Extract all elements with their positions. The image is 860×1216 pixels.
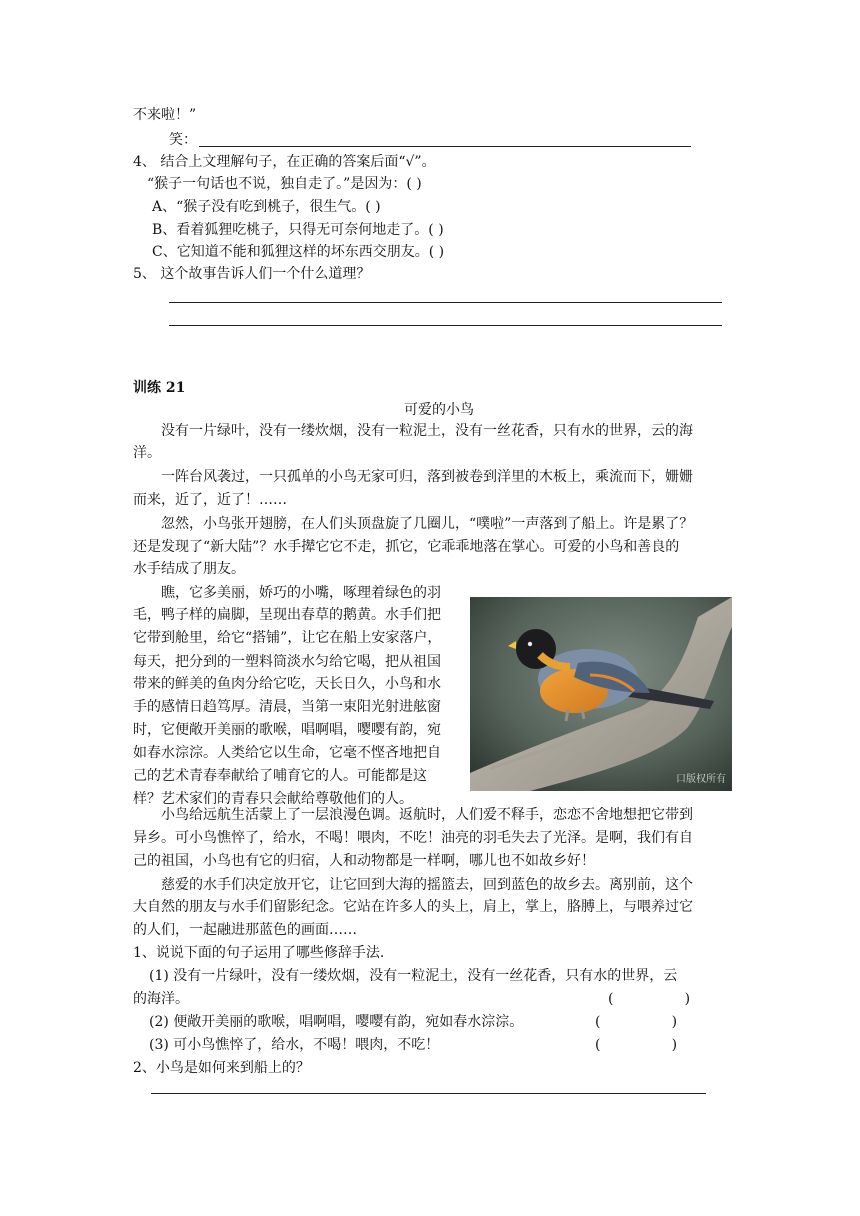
answer-line[interactable]: [151, 1093, 706, 1094]
story-line: 瞧，它多美丽，娇巧的小嘴，啄理着绿色的羽: [161, 585, 441, 601]
question-4-sentence: “猴子一句话也不说，独自走了。”是因为：( ): [147, 176, 422, 192]
laugh-label: 笑：: [169, 132, 197, 148]
story-line: 每天，把分到的一塑料筒淡水匀给它喝，把从祖国: [133, 654, 441, 670]
question-1: 1、说说下面的句子运用了哪些修辞手法.: [133, 945, 385, 961]
answer-blank[interactable]: ( ): [595, 1014, 678, 1030]
story-title: 可爱的小鸟: [404, 402, 474, 418]
story-line: 手的感情日趋笃厚。清晨，当第一束阳光射进舷窗: [133, 699, 441, 715]
story-line: 水手结成了朋友。: [133, 561, 245, 577]
bird-photo: [470, 597, 732, 791]
question-1-1: (1) 没有一片绿叶，没有一缕炊烟，没有一粒泥土，没有一丝花香，只有水的世界，云: [149, 968, 678, 984]
story-line: 小鸟给远航生活蒙上了一层浪漫色调。返航时，人们爱不释手，恋恋不舍地想把它带到: [161, 807, 693, 823]
option-a: A、“猴子没有吃到桃子，很生气。( ): [152, 199, 381, 215]
text-line: 不来啦！”: [133, 107, 197, 123]
question-1-2: (2) 便敞开美丽的歌喉，唱啊唱，嘤嘤有韵，宛如春水淙淙。: [149, 1014, 524, 1030]
story-line: 己的艺术青春奉献给了哺育它的人。可能都是这: [133, 768, 427, 784]
option-b: B、看着狐狸吃桃子，只得无可奈何地走了。( ): [152, 222, 444, 238]
question-1-3: (3) 可小鸟憔悴了，给水，不喝！喂肉，不吃！: [149, 1037, 440, 1053]
question-1-1: 的海洋。: [133, 991, 189, 1007]
story-line: 异乡。可小鸟憔悴了，给水，不喝！喂肉，不吃！油亮的羽毛失去了光泽。是啊，我们有自: [133, 830, 693, 846]
story-line: 毛，鸭子样的扁脚，呈现出春草的鹅黄。水手们把: [133, 607, 441, 623]
question-5: 5、 这个故事告诉人们一个什么道理？: [133, 266, 371, 282]
question-4: 4、 结合上文理解句子，在正确的答案后面“√”。: [133, 154, 436, 170]
story-line: 忽然，小鸟张开翅膀，在人们头顶盘旋了几圈儿，“噗啦”一声落到了船上。许是累了？: [161, 516, 694, 532]
story-line: 还是发现了“新大陆”？水手撵它它不走，抓它，它乖乖地落在掌心。可爱的小鸟和善良的: [133, 539, 680, 555]
answer-line[interactable]: [169, 325, 722, 326]
story-line: 样？艺术家们的青春只会献给尊敬他们的人。: [133, 791, 413, 807]
story-line: 慈爱的水手们决定放开它，让它回到大海的摇篮去，回到蓝色的故乡去。离别前，这个: [161, 877, 693, 893]
story-line: 洋。: [133, 445, 161, 461]
option-c: C、它知道不能和狐狸这样的坏东西交朋友。( ): [152, 244, 445, 260]
story-line: 它带到舱里，给它“搭铺”，让它在船上安家落户，: [133, 630, 442, 646]
section-heading: 训练 21: [133, 380, 186, 396]
story-line: 的人们，一起融进那蓝色的画面……: [133, 922, 357, 938]
image-watermark: 口版权所有: [676, 774, 726, 785]
answer-blank[interactable]: ( ): [595, 1037, 678, 1053]
story-line: 己的祖国，小鸟也有它的归宿，人和动物都是一样啊，哪儿也不如故乡好！: [133, 853, 595, 869]
answer-blank[interactable]: ( ): [608, 991, 691, 1007]
story-line: 如春水淙淙。人类给它以生命，它毫不悭吝地把自: [133, 745, 441, 761]
story-line: 一阵台风袭过，一只孤单的小鸟无家可归，落到被卷到洋里的木板上，乘流而下，姗姗: [161, 469, 693, 485]
story-line: 没有一片绿叶，没有一缕炊烟，没有一粒泥土，没有一丝花香，只有水的世界，云的海: [161, 423, 693, 439]
story-line: 而来，近了，近了！……: [133, 492, 287, 508]
story-line: 时，它便敞开美丽的歌喉，唱啊唱，嘤嘤有韵，宛: [133, 722, 441, 738]
answer-line[interactable]: [199, 146, 691, 147]
story-line: 大自然的朋友与水手们留影纪念。它站在许多人的头上，肩上，掌上，胳膊上，与喂养过它: [133, 899, 693, 915]
question-2: 2、小鸟是如何来到船上的？: [133, 1060, 310, 1076]
bird-on-branch-image: [470, 597, 732, 791]
story-line: 带来的鲜美的鱼肉分给它吃，天长日久，小鸟和水: [133, 676, 441, 692]
answer-line[interactable]: [169, 302, 722, 303]
